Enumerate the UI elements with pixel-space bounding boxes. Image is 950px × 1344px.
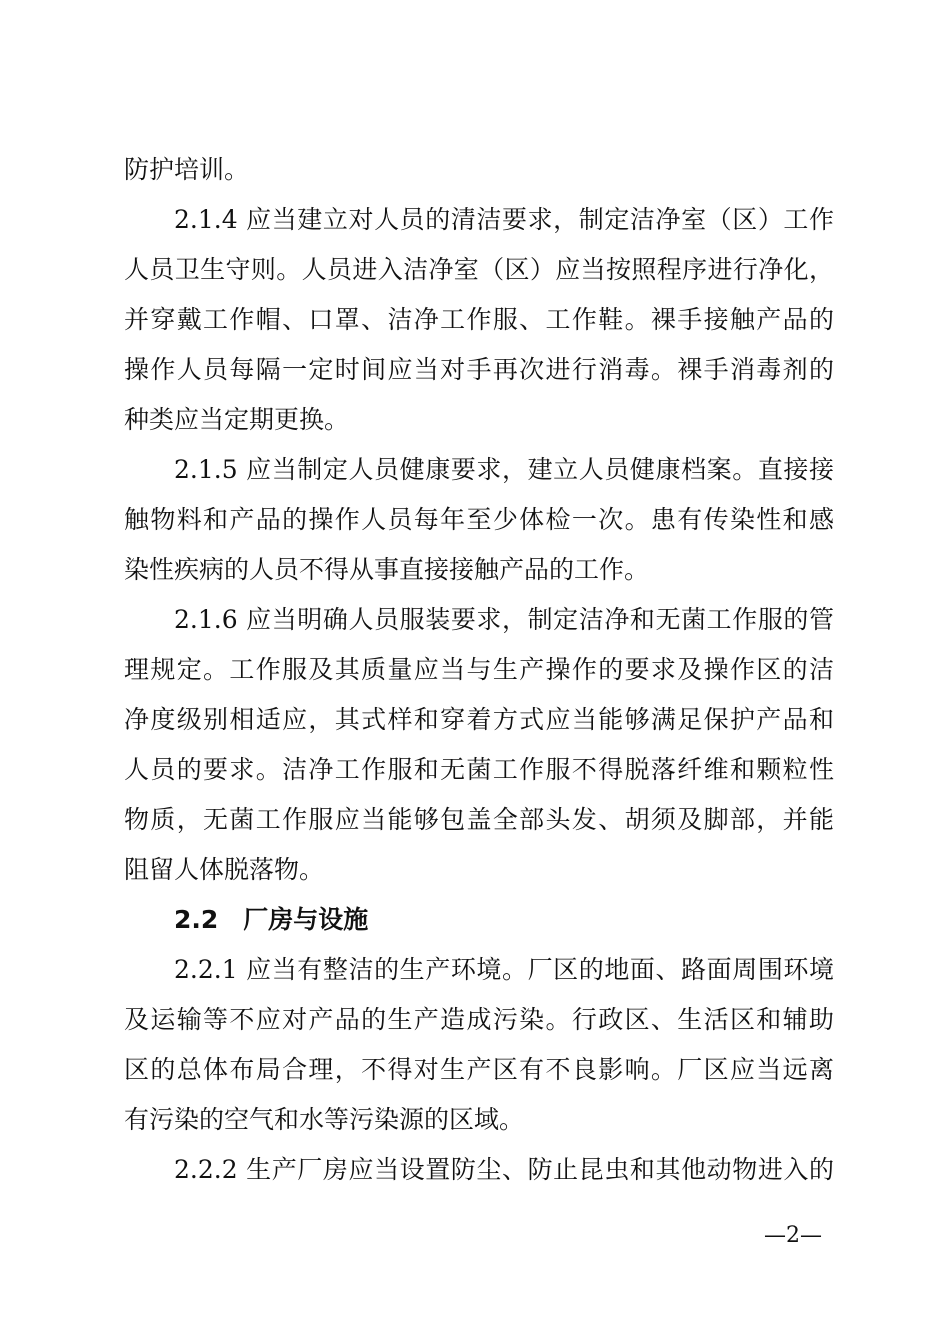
text-line: 操作人员每隔一定时间应当对手再次进行消毒。裸手消毒剂的	[124, 355, 834, 384]
text-line: 净度级别相适应，其式样和穿着方式应当能够满足保护产品和	[124, 705, 834, 734]
text-line: 2.1.6 应当明确人员服装要求，制定洁净和无菌工作服的管	[174, 605, 834, 634]
text-line: 2.1.4 应当建立对人员的清洁要求，制定洁净室（区）工作	[174, 205, 834, 234]
text-line: 触物料和产品的操作人员每年至少体检一次。患有传染性和感	[124, 505, 834, 534]
text-line: 种类应当定期更换。	[124, 405, 350, 434]
text-line: 2.2.1 应当有整洁的生产环境。厂区的地面、路面周围环境	[174, 955, 834, 984]
text-line: 及运输等不应对产品的生产造成污染。行政区、生活区和辅助	[124, 1005, 834, 1034]
text-line: 并穿戴工作帽、口罩、洁净工作服、工作鞋。裸手接触产品的	[124, 305, 834, 334]
text-line: 染性疾病的人员不得从事直接接触产品的工作。	[124, 555, 650, 584]
text-line: 防护培训。	[124, 155, 250, 184]
text-line: 阻留人体脱落物。	[124, 855, 325, 884]
section-heading: 2.2 厂房与设施	[174, 905, 369, 934]
text-line: 2.2.2 生产厂房应当设置防尘、防止昆虫和其他动物进入的	[174, 1155, 834, 1184]
text-line: 人员的要求。洁净工作服和无菌工作服不得脱落纤维和颗粒性	[124, 755, 834, 784]
text-line: 区的总体布局合理，不得对生产区有不良影响。厂区应当远离	[124, 1055, 834, 1084]
text-line: 2.1.5 应当制定人员健康要求，建立人员健康档案。直接接	[174, 455, 834, 484]
text-line: 理规定。工作服及其质量应当与生产操作的要求及操作区的洁	[124, 655, 834, 684]
text-line: 有污染的空气和水等污染源的区域。	[124, 1105, 525, 1134]
text-line: 物质，无菌工作服应当能够包盖全部头发、胡须及脚部，并能	[124, 805, 834, 834]
text-line: 人员卫生守则。人员进入洁净室（区）应当按照程序进行净化，	[124, 255, 834, 284]
page-number: —2—	[764, 1223, 822, 1248]
